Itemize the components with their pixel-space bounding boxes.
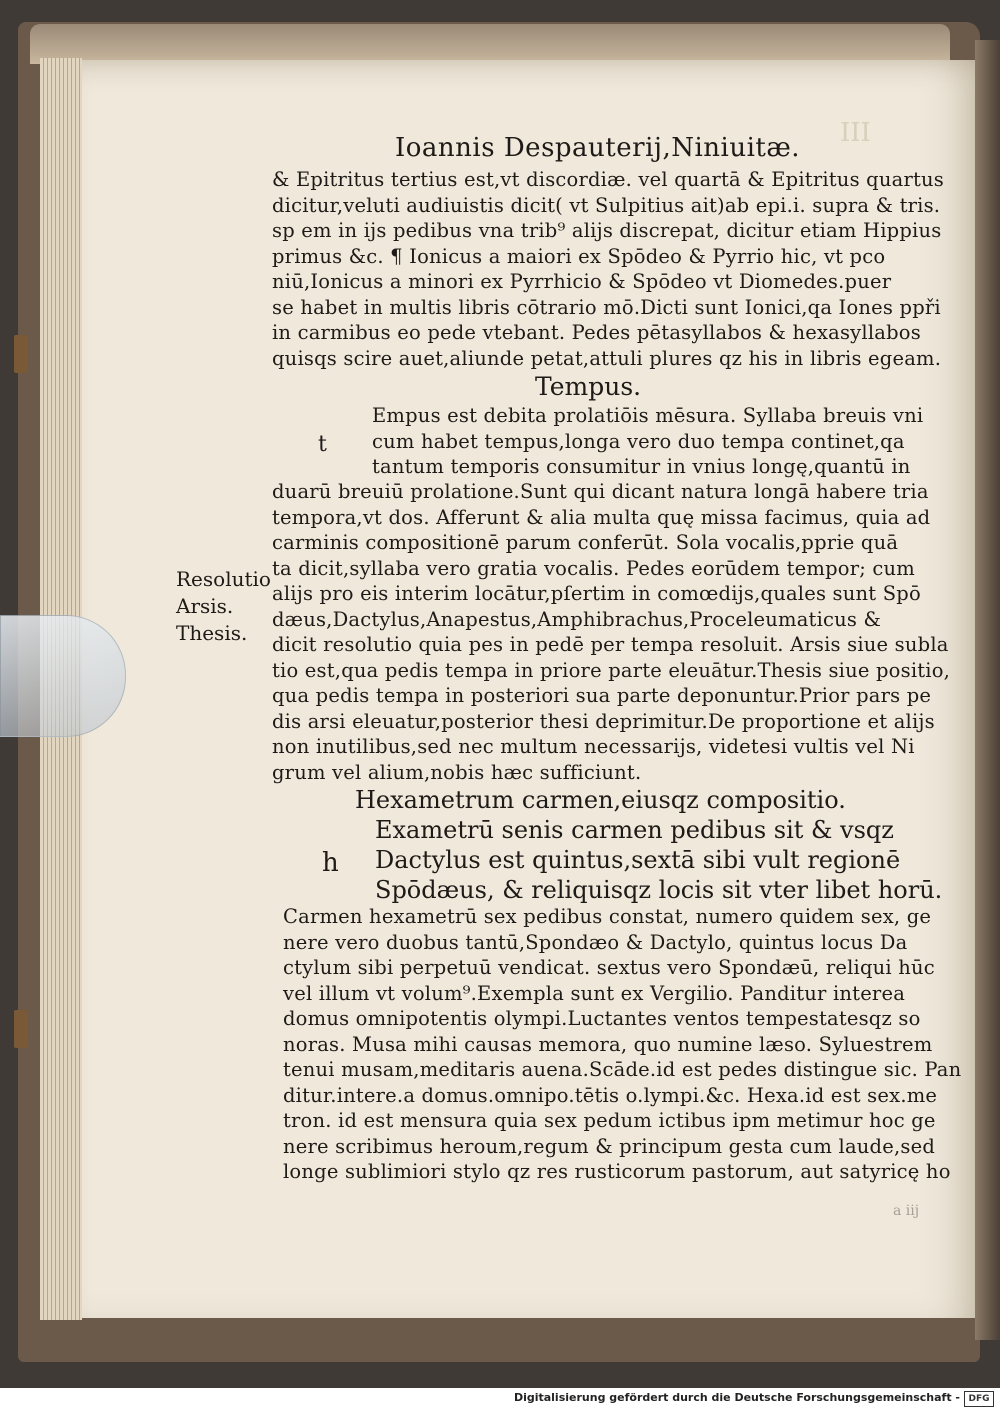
- clasp-mark-lower: [14, 1010, 28, 1048]
- text-line: noras. Musa mihi causas memora, quo numine læso. Syluestrem: [283, 1032, 933, 1056]
- text-line: carminis compositionē parum conferūt. Sola vocalis,pprie quā: [272, 531, 899, 554]
- text-line: nere scribimus heroum,regum & principum gesta cum laude,sed: [283, 1134, 935, 1158]
- text-line: domus omnipotentis olympi.Luctantes ventos tempestatesqz so: [283, 1007, 921, 1030]
- text-line: tenui musam,meditaris auena.Scāde.id est pedes distingue sic. Pan: [283, 1058, 962, 1081]
- initial-tempus: t: [318, 432, 327, 457]
- text-line: nere vero duobus tantū,Spondæo & Dactylo, quintus locus Da: [283, 930, 908, 954]
- text-line: sp em in ijs pedibus vna trib⁹ alijs discrepat, dicitur etiam Hippius: [272, 219, 942, 242]
- text-line: tempora,vt dos. Afferunt & alia multa quę missa facimus, quia ad: [272, 505, 931, 529]
- verse-line-2: Dactylus est quintus,sextā sibi vult regionē: [375, 846, 901, 874]
- margin-note-arsis: Arsis.: [176, 594, 234, 618]
- text-line: ta dicit,syllaba vero gratia vocalis. Pedes eorūdem tempor; cum: [272, 556, 915, 580]
- text-line: duarū breuiū prolatione.Sunt qui dicant natura longā habere tria: [272, 480, 929, 503]
- initial-hexametrum: h: [322, 848, 339, 878]
- text-line: niū,Ionicus a minori ex Pyrrhicio & Spōdeo vt Diomedes.puer: [272, 270, 892, 293]
- text-line: dæus,Dactylus,Anapestus,Amphibrachus,Proceleumaticus &: [272, 607, 882, 631]
- show-through-text: III: [840, 118, 871, 148]
- text-line: ditur.intere.a domus.omnipo.tētis o.lympi.&c. Hexa.id est sex.me: [283, 1083, 938, 1107]
- running-head: Ioannis Despauterij,Niniuitæ.: [395, 133, 801, 163]
- footer-credit: Digitalisierung gefördert durch die Deutsche Forschungsgemeinschaft -: [513, 1391, 960, 1404]
- text-line: vel illum vt volum⁹.Exempla sunt ex Vergilio. Panditur interea: [283, 981, 906, 1005]
- text-line: primus &c. ¶ Ionicus a maiori ex Spōdeo & Pyrrio hic, vt pco: [272, 244, 886, 268]
- text-line: & Epitritus tertius est,vt discordiæ. vel quartā & Epitritus quartus: [272, 168, 944, 191]
- text-line: Empus est debita prolatiōis mēsura. Syllaba breuis vni: [372, 404, 924, 427]
- clasp-mark-upper: [14, 335, 28, 373]
- heading-hexametrum: Hexametrum carmen,eiusqz compositio.: [355, 786, 846, 814]
- verse-line-1: Exametrū senis carmen pedibus sit & vsqz: [375, 816, 894, 844]
- text-line: ctylum sibi perpetuū vendicat. sextus vero Spondæū, reliqui hūc: [283, 956, 935, 979]
- text-line: tantum temporis consumitur in vnius longę,quantū in: [372, 455, 911, 478]
- text-line: qua pedis tempa in posteriori sua parte deponuntur.Prior pars pe: [272, 684, 932, 707]
- dfg-logo: DFG: [964, 1391, 994, 1407]
- text-line: quisqs scire auet,aliunde petat,attuli plures qz his in libris egeam.: [272, 346, 942, 370]
- text-line: dicit resolutio quia pes in pedē per tempa resoluit. Arsis siue subla: [272, 633, 949, 656]
- book-top-edge: [30, 24, 950, 64]
- margin-note-resolutio: Resolutio: [176, 567, 271, 591]
- text-line: grum vel alium,nobis hæc sufficiunt.: [272, 760, 642, 784]
- book-right-edge: [975, 40, 1000, 1340]
- text-line: cum habet tempus,longa vero duo tempa continet,qa: [372, 429, 905, 453]
- text-line: non inutilibus,sed nec multum necessarijs, videtesi vultis vel Ni: [272, 735, 915, 758]
- text-line: dicitur,veluti audiuistis dicit( vt Sulpitius ait)ab epi.i. supra & tris.: [272, 193, 941, 217]
- footer-bar: [0, 1388, 1000, 1409]
- text-line: Carmen hexametrū sex pedibus constat, numero quidem sex, ge: [283, 905, 932, 928]
- signature-mark: a iij: [893, 1203, 920, 1219]
- text-line: alijs pro eis interim locātur,pſertim in comœdijs,quales sunt Spō: [272, 582, 921, 605]
- verse-line-3: Spōdæus, & reliquisqz locis sit vter libet horū.: [375, 876, 943, 904]
- text-line: tio est,qua pedis tempa in priore parte eleuātur.Thesis siue positio,: [272, 658, 951, 682]
- text-line: in carmibus eo pede vtebant. Pedes pētasyllabos & hexasyllabos: [272, 321, 921, 344]
- text-line: longe sublimiori stylo qz res rusticorum pastorum, aut satyricę ho: [283, 1160, 951, 1183]
- text-line: dis arsi eleuatur,posterior thesi deprimitur.De proportione et alijs: [272, 709, 935, 733]
- text-line: tron. id est mensura quia sex pedum ictibus ipm metimur hoc ge: [283, 1109, 936, 1132]
- plastic-strap: [0, 615, 126, 737]
- text-line: se habet in multis libris cōtrario mō.Dicti sunt Ionici,qa Iones ppři: [272, 295, 941, 319]
- margin-note-thesis: Thesis.: [176, 621, 248, 645]
- heading-tempus: Tempus.: [535, 372, 642, 401]
